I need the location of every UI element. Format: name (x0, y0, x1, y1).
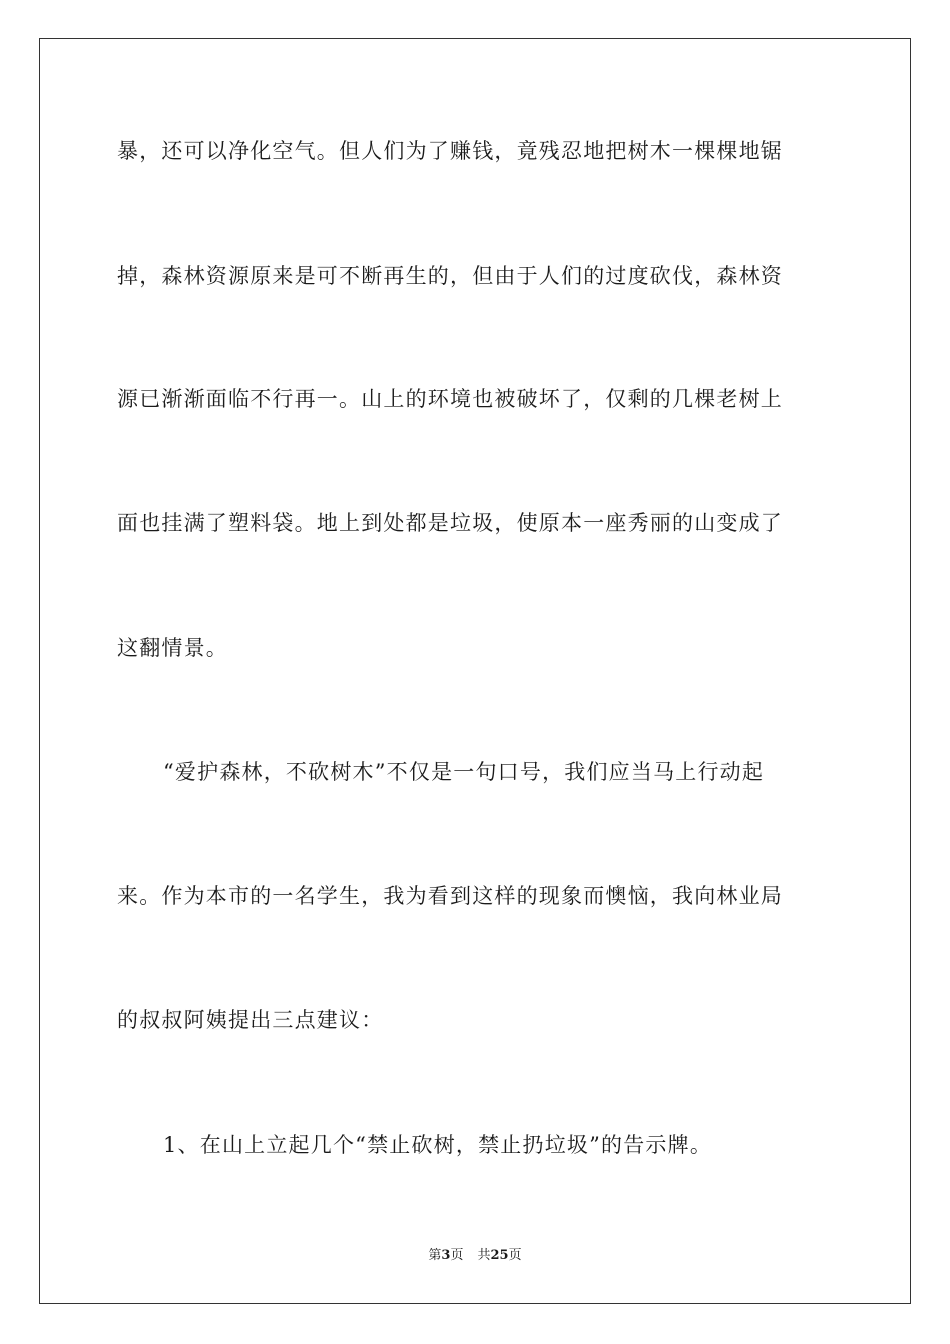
footer-total-suffix: 页 (508, 1248, 522, 1263)
footer-total-pages: 25 (490, 1248, 509, 1263)
footer-page-number: 3 (441, 1248, 451, 1263)
footer-page-prefix: 第 (428, 1248, 442, 1263)
text-line: 源已渐渐面临不行再一。山上的环境也被破坏了，仅剩的几棵老树上 (117, 387, 783, 411)
text-line: 掉，森林资源原来是可不断再生的，但由于人们的过度砍伐，森林资 (117, 264, 783, 288)
suggestion-item: 1、在山上立起几个“禁止砍树，禁止扔垃圾”的告示牌。 (163, 1133, 713, 1157)
page-footer (0, 1247, 950, 1265)
page-border (39, 38, 911, 1304)
text-line: 的叔叔阿姨提出三点建议： (117, 1008, 384, 1032)
paragraph-start-line: “爱护森林，不砍树木”不仅是一句口号，我们应当马上行动起 (163, 760, 765, 784)
footer-page-suffix: 页 (450, 1248, 464, 1263)
text-line: 面也挂满了塑料袋。地上到处都是垃圾，使原本一座秀丽的山变成了 (117, 511, 783, 535)
text-line: 来。作为本市的一名学生，我为看到这样的现象而懊恼，我向林业局 (117, 884, 783, 908)
text-line: 这翻情景。 (117, 636, 228, 660)
text-line: 暴，还可以净化空气。但人们为了赚钱，竟残忍地把树木一棵棵地锯 (117, 139, 783, 163)
footer-total-prefix: 共 (477, 1248, 491, 1263)
